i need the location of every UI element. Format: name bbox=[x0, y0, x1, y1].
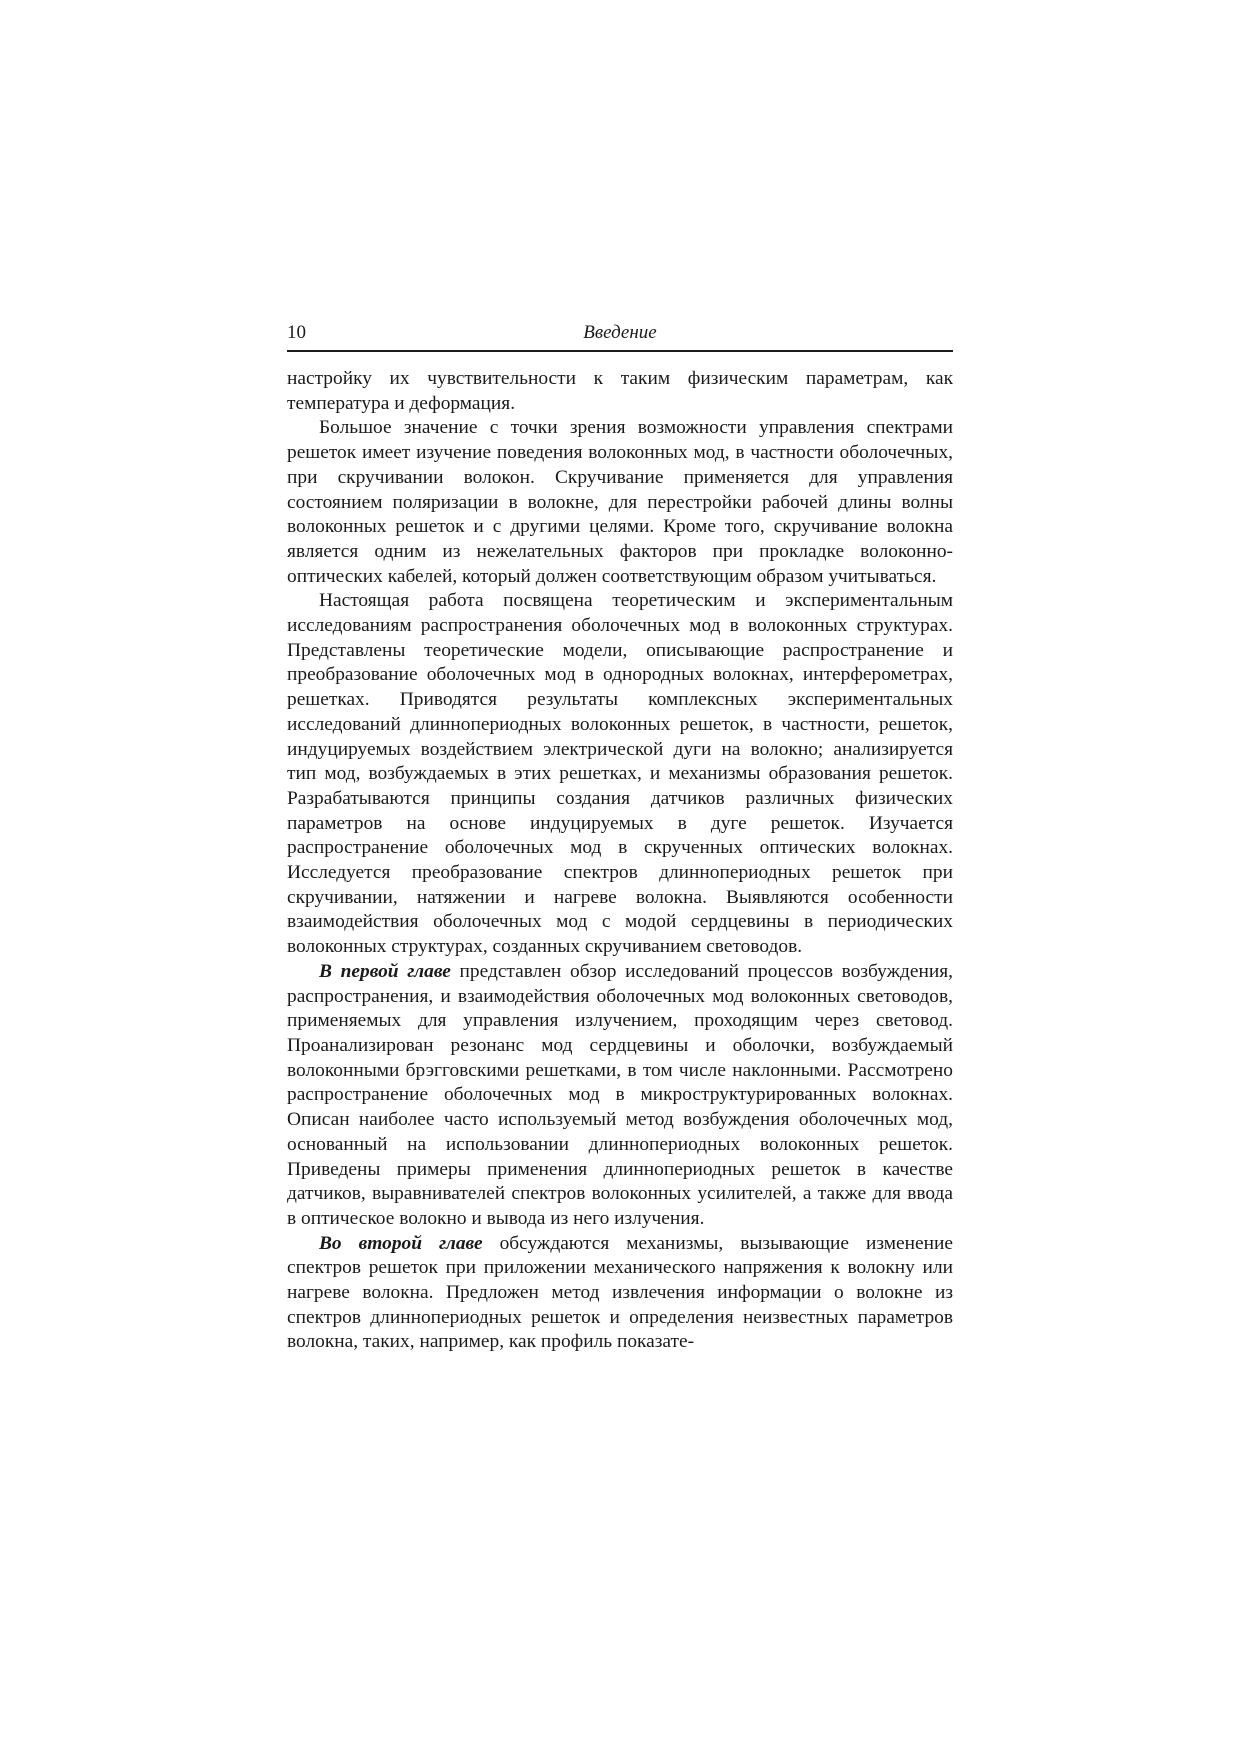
paragraph-chapter-one bbox=[287, 960, 953, 1232]
paragraph-text: Большое значение с точки зрения возможности управления спектрами решеток имеет изучение поведения волоконных мод, в частности оболочечных, при скручивании волокон. Скручивание применяется для управления состоянием поляризации в волокне, для перестройки рабочей длины волны волоконных решеток и с другими целями. Кроме того, скручивание волокна является одним из нежелательных факторов при прокладке волоконно-оптических кабелей, который должен соответствующим образом учитываться. bbox=[287, 417, 953, 587]
paragraph-text: представлен обзор исследований процессов возбуждения, распространения, и взаимодействия оболочечных мод волоконных световодов, применяемых для управления излучением, проходящим через световод. Проанализирован резонанс мод сердцевины и оболочки, возбуждаемый волоконными брэгговскими решетками, в том числе наклонными. Рассмотрено распространение оболочечных мод в микроструктурированных волокнах. Описан наиболее часто используемый метод возбуждения оболочечных мод, основанный на использовании длиннопериодных волоконных решеток. Приведены примеры применения длиннопериодных решеток в качестве датчиков, выравнивателей спектров волоконных усилителей, а также для ввода в оптическое волокно и вывода из него излучения. bbox=[287, 960, 953, 1229]
paragraph-fiber-twisting bbox=[287, 416, 953, 589]
paragraph-chapter-two bbox=[287, 1232, 953, 1356]
body-text bbox=[287, 367, 953, 1355]
paragraph-text: обсуждаются механизмы, вызывающие изменение спектров решеток при приложении механического напряжения к волокну или нагреве волокна. Предложен метод извлечения информации о волокне из спектров длиннопериодных решеток и определения неизвестных параметров волокна, таких, например, как профиль показате- bbox=[287, 1232, 953, 1353]
page-number: 10 bbox=[287, 322, 306, 343]
running-title: Введение bbox=[583, 322, 657, 343]
chapter-two-lead: Во второй главе bbox=[319, 1232, 483, 1254]
chapter-one-lead: В первой главе bbox=[319, 960, 451, 982]
paragraph-text: Настоящая работа посвящена теоретическим и экспериментальным исследованиям распространения оболочечных мод в волоконных структурах. Представлены теоретические модели, описывающие распространение и преобразование оболочечных мод в однородных волокнах, интерферометрах, решетках. Приводятся результаты комплексных экспериментальных исследований длиннопериодных волоконных решеток, в частности, решеток, индуцируемых воздействием электрической дуги на волокно; анализируется тип мод, возбуждаемых в этих решетках, и механизмы образования решеток. Разрабатываются принципы создания датчиков различных физических параметров на основе индуцируемых в дуге решеток. Изучается распространение оболочечных мод в скрученных оптических волокнах. Исследуется преобразование спектров длиннопериодных решеток при скручивании, натяжении и нагреве волокна. Выявляются особенности взаимодействия оболочечных мод с модой сердцевины в периодических волоконных структурах, созданных скручиванием световодов. bbox=[287, 590, 953, 958]
paragraph-work-overview bbox=[287, 589, 953, 960]
paragraph-continuation bbox=[287, 367, 953, 416]
paragraph-text: настройку их чувствительности к таким физическим параметрам, как температура и деформация. bbox=[287, 368, 953, 414]
page-header bbox=[287, 320, 953, 352]
